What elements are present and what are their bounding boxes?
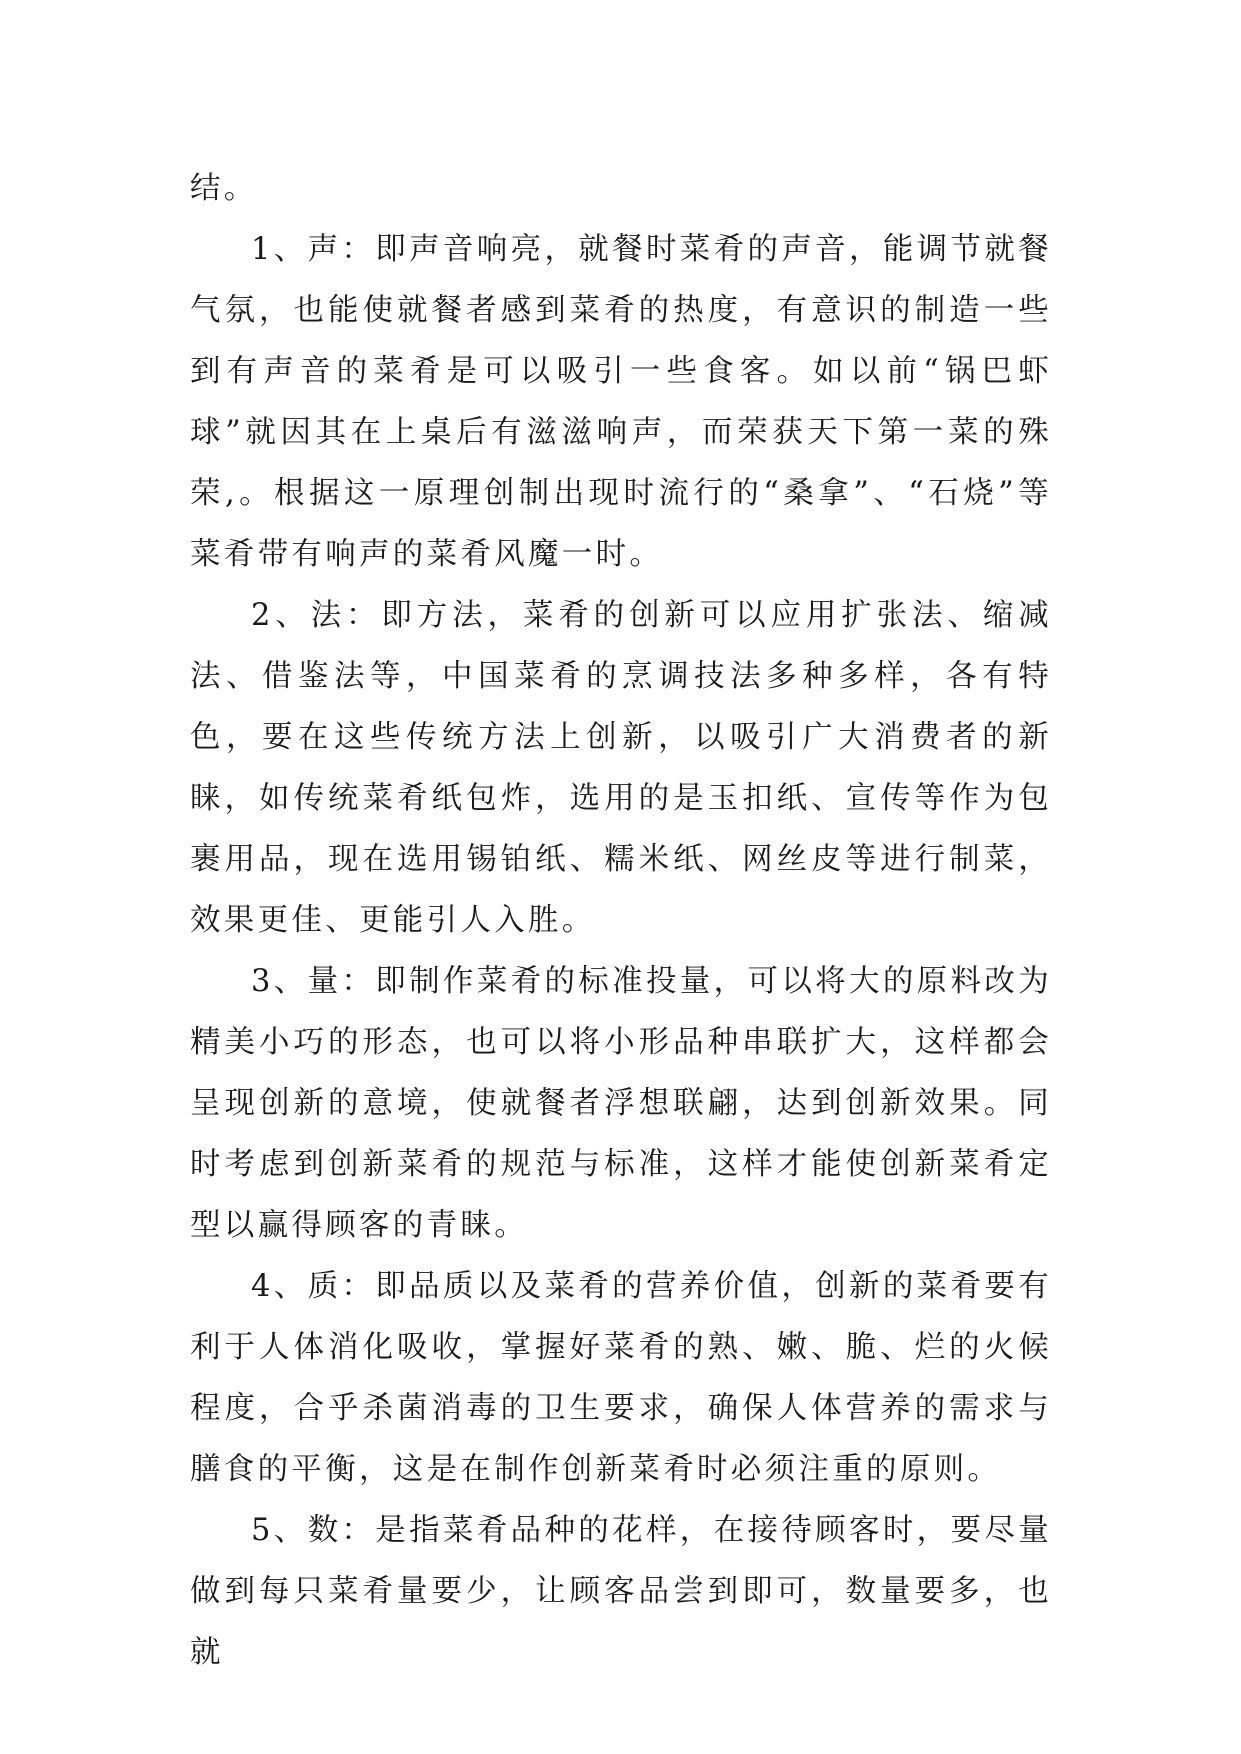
document-body	[190, 158, 1052, 1683]
paragraph-sound: 1、声：即声音响亮，就餐时菜肴的声音，能调节就餐气氛，也能使就餐者感到菜肴的热度，有意识的制造一些到有声音的菜肴是可以吸引一些食客。如以前“锅巴虾球”就因其在上桌后有滋滋响声，而荣获天下第一菜的殊荣,。根据这一原理创制出现时流行的“桑拿”、“石烧”等菜肴带有响声的菜肴风魔一时。	[190, 232, 1052, 572]
paragraph-method: 2、法：即方法，菜肴的创新可以应用扩张法、缩减法、借鉴法等，中国菜肴的烹调技法多种多样，各有特色，要在这些传统方法上创新，以吸引广大消费者的新睐，如传统菜肴纸包炸，选用的是玉扣纸、宣传等作为包裹用品，现在选用锡铂纸、糯米纸、网丝皮等进行制菜，效果更佳、更能引人入胜。	[190, 598, 1052, 938]
paragraph-number: 5、数：是指菜肴品种的花样，在接待顾客时，要尽量做到每只菜肴量要少，让顾客品尝到即可，数量要多，也就	[190, 1513, 1052, 1670]
paragraph-continuation: 结。	[190, 171, 258, 206]
paragraph-quality: 4、质：即品质以及菜肴的营养价值，创新的菜肴要有利于人体消化吸收，掌握好菜肴的熟、嫩、脆、烂的火候程度，合乎杀菌消毒的卫生要求，确保人体营养的需求与膳食的平衡，这是在制作创新菜肴时必须注重的原则。	[190, 1269, 1052, 1487]
paragraph-quantity: 3、量：即制作菜肴的标准投量，可以将大的原料改为精美小巧的形态，也可以将小形品种串联扩大，这样都会呈现创新的意境，使就餐者浮想联翩，达到创新效果。同时考虑到创新菜肴的规范与标准，这样才能使创新菜肴定型以赢得顾客的青睐。	[190, 964, 1052, 1243]
